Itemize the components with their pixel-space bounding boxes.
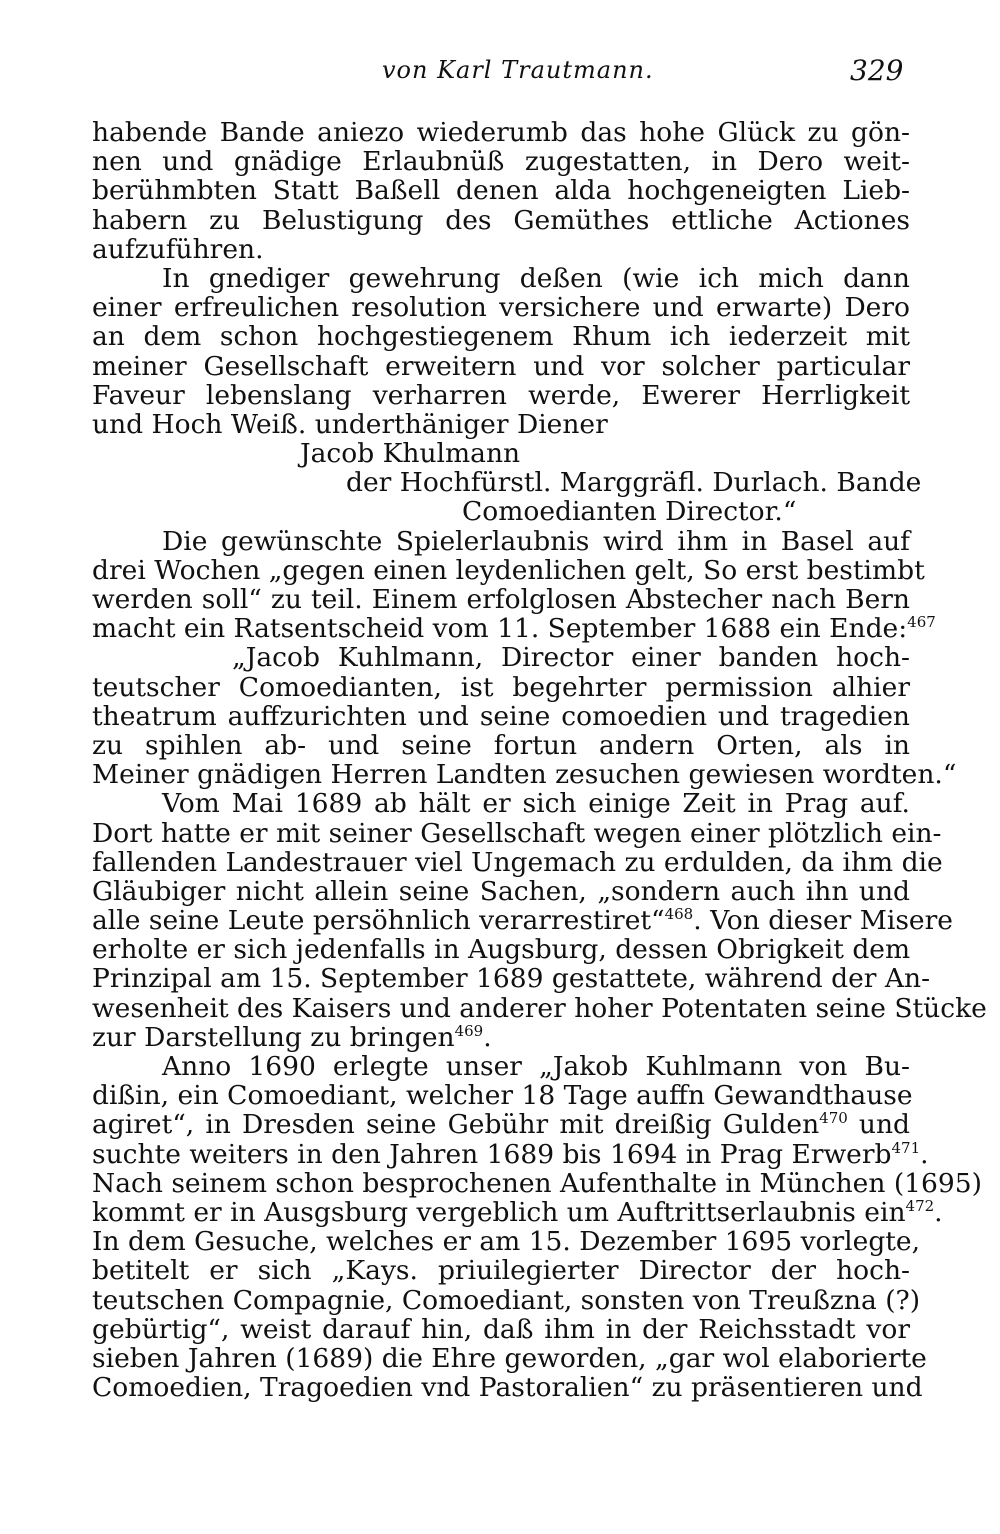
quote-line: teutscher Comoedianten, ist begehrter permission alhier <box>92 671 910 703</box>
text-line: gebürtig“, weist darauf hin, daß ihm in der Reichsstadt vor <box>92 1313 910 1345</box>
text-fragment: zur Darstellung zu bringen <box>92 1021 455 1053</box>
text-line: erholte er sich jedenfalls in Augsburg, dessen Obrigkeit dem <box>92 934 911 966</box>
text-fragment: . <box>920 1138 929 1170</box>
text-line: einer erfreulichen resolution versichere und erwarte) Dero <box>92 292 910 324</box>
text-line: fallenden Landestrauer viel Ungemach zu erdulden, da ihm die <box>92 846 943 878</box>
text-line: nen und gnädige Erlaubnüß zugestatten, in Dero weit- <box>92 146 910 178</box>
text-line: Die gewünschte Spielerlaubnis wird ihm in Basel auf <box>162 525 910 557</box>
page-number: 329 <box>850 54 904 87</box>
text-line: betitelt er sich „Kays. priuilegierter Director der hoch- <box>92 1255 910 1287</box>
text-line <box>92 613 936 645</box>
signature-role: Comoedianten Director.“ <box>462 496 797 528</box>
text-fragment: suchte weiters in den Jahren 1689 bis 1694 in Prag Erwerb <box>92 1138 892 1170</box>
text-line: wesenheit des Kaisers und anderer hoher Potentaten seine Stücke <box>92 992 987 1024</box>
signature-name: Jacob Khulmann <box>300 438 521 470</box>
text-line <box>92 1196 943 1228</box>
text-line: Comoedien, Tragoedien vnd Pastoralien“ zu präsentieren und <box>92 1372 923 1404</box>
text-line: Prinzipal am 15. September 1689 gestattete, während der An- <box>92 963 931 995</box>
footnote-ref: 469 <box>454 1021 484 1040</box>
text-line: Dort hatte er mit seiner Gesellschaft wegen einer plötzlich ein- <box>92 817 942 849</box>
text-fragment: macht ein Ratsentscheid vom 11. September 1688 ein Ende: <box>92 613 908 645</box>
text-line: an dem schon hochgestiegenem Rhum ich iederzeit mit <box>92 321 910 353</box>
text-line: werden soll“ zu teil. Einem erfolglosen Abstecher nach Bern <box>92 584 910 615</box>
quote-line: Meiner gnädigen Herren Landten zesuchen gewiesen wordten.“ <box>92 759 957 791</box>
text-line: meiner Gesellschaft erweitern und vor solcher particular <box>92 350 910 382</box>
text-fragment: . Von dieser Misere <box>693 905 953 937</box>
text-line: berühmbten Statt Baßell denen alda hochgeneigten Lieb- <box>92 175 910 207</box>
text-line: Gläubiger nicht allein seine Sachen, „sondern auch ihn und <box>92 875 910 907</box>
text-fragment: kommt er in Ausgsburg vergeblich um Auftrittserlaubnis ein <box>92 1196 906 1228</box>
footnote-ref: 472 <box>905 1197 935 1216</box>
running-head <box>0 56 1000 96</box>
footnote-ref: 471 <box>891 1138 921 1157</box>
text-line: sieben Jahren (1689) die Ehre geworden, „gar wol elaborierte <box>92 1342 927 1374</box>
text-fragment: agiret“, in Dresden seine Gebühr mit dreißig Gulden <box>92 1109 820 1141</box>
text-line <box>92 1110 910 1139</box>
text-fragment: alle seine Leute persöhnlich verarrestiret“ <box>92 905 665 937</box>
text-fragment: . <box>483 1021 492 1053</box>
text-line: Faveur lebenslang verharren werde, Ewerer Herrligkeit <box>92 379 910 411</box>
text-line: Anno 1690 erlegte unser „Jakob Kuhlmann von Bu- <box>162 1051 910 1082</box>
text-line: habende Bande aniezo wiederumb das hohe Glück zu gön- <box>92 117 910 148</box>
text-line <box>92 1023 910 1052</box>
text-line: teutschen Compagnie, Comoediant, sonsten von Treußzna (?) <box>92 1284 921 1316</box>
body-text <box>92 117 987 1404</box>
text-line <box>92 905 953 937</box>
footnote-ref: 468 <box>664 905 694 924</box>
text-line <box>92 1138 929 1170</box>
footnote-ref: 470 <box>819 1109 848 1128</box>
text-line: drei Wochen „gegen einen leydenlichen gelt, So erst bestimbt <box>92 554 925 586</box>
text-line: aufzuführen. <box>92 233 264 265</box>
signature-title: der Hochfürstl. Marggräfl. Durlach. Bande <box>346 467 922 499</box>
quote-line: theatrum auffzurichten und seine comoedien und tragedien <box>92 700 910 732</box>
text-line: dißin, ein Comoediant, welcher 18 Tage auffn Gewandthause <box>92 1080 913 1112</box>
text-line: In gnediger gewehrung deßen (wie ich mich dann <box>162 262 910 294</box>
text-line: Vom Mai 1689 ab hält er sich einige Zeit in Prag auf. <box>162 788 910 820</box>
text-line: habern zu Belustigung des Gemüthes ettliche Actiones <box>92 204 910 236</box>
text-line: Nach seinem schon besprochenen Aufenthalte in München (1695) <box>92 1167 982 1199</box>
text-line: In dem Gesuche, welches er am 15. Dezember 1695 vorlegte, <box>92 1226 921 1258</box>
running-title: von Karl Trautmann. <box>382 56 654 84</box>
text-line: und Hoch Weiß. underthäniger Diener <box>92 408 608 440</box>
footnote-ref: 467 <box>907 613 936 632</box>
text-fragment: . <box>934 1196 943 1228</box>
quote-line: „Jacob Kuhlmann, Director einer banden hoch- <box>232 642 910 674</box>
quote-line: zu spihlen ab- und seine fortun andern Orten, als in <box>92 729 910 761</box>
text-fragment: und <box>847 1109 911 1141</box>
